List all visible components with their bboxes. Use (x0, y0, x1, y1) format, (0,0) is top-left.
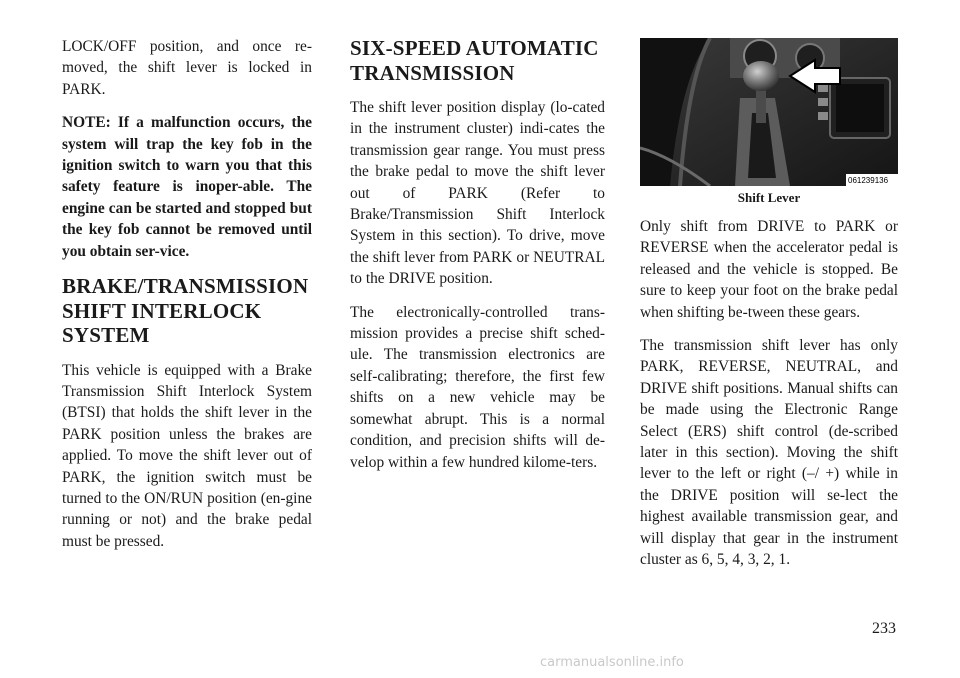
column-3 (640, 36, 898, 583)
transmission-paragraph-2: The electronically-controlled trans-mission provides a precise shift sched-ule. The transmission electronics are self-calibrating; therefore, the first few shifts on a new vehicle may be somewhat abrupt. This is a normal condition, and precision shifts will de-velop within a few hundred kilome-ters. (350, 303, 605, 471)
column-2 (350, 36, 605, 485)
shift-lever-photo (640, 38, 898, 186)
note-paragraph: NOTE: If a malfunction occurs, the system will trap the key fob in the ignition switch to warn you that this safety feature is inoper-able. The engine can be started and stopped but the key fob cannot be removed until you obtain ser-vice. (62, 114, 312, 260)
figure-caption: Shift Lever (737, 190, 801, 205)
btsi-paragraph: This vehicle is equipped with a Brake Transmission Shift Interlock System (BTSI) that holds the shift lever in the PARK position unless the brakes are applied. To move the shift lever out of PARK, the ignition switch must be turned to the ON/RUN position (en-gine running or not) and the brake pedal must be pressed. (62, 361, 312, 550)
figure-code: 061239136 (848, 176, 889, 185)
column-1 (62, 36, 312, 564)
shift-paragraph-1: Only shift from DRIVE to PARK or REVERSE when the accelerator pedal is released and the vehicle is stopped. Be sure to keep your foot on the brake pedal when shifting be-tween these gears. (640, 218, 898, 321)
page-number: 233 (872, 620, 896, 637)
shift-lever-illustration (640, 38, 898, 186)
section-heading-btsi: BRAKE/TRANSMISSION SHIFT INTERLOCK SYSTEM (62, 274, 309, 348)
transmission-paragraph-1: The shift lever position display (lo-cated in the instrument cluster) indi-cates the transmission gear range. You must press the brake pedal to move the shift lever out of PARK (Refer to Brake/Transmission Shift Interlock System in this section). To drive, move the shift lever from PARK or NEUTRAL to the DRIVE position. (350, 99, 605, 288)
footer-watermark: carmanualsonline.info (540, 655, 684, 670)
shift-paragraph-2: The transmission shift lever has only PARK, REVERSE, NEUTRAL, and DRIVE shift positions. Manual shifts can be made using the Electronic Range Select (ERS) shift control (de-scribed later in this section). Moving the shift lever to the left or right (–/ +) while in the DRIVE position will se-lect the highest available transmission gear, and will display that gear in the instrument cluster as 6, 5, 4, 3, 2, 1. (640, 337, 898, 569)
continued-paragraph: LOCK/OFF position, and once re-moved, the shift lever is locked in PARK. (62, 38, 312, 98)
section-heading-transmission: SIX-SPEED AUTOMATIC TRANSMISSION (350, 36, 599, 85)
